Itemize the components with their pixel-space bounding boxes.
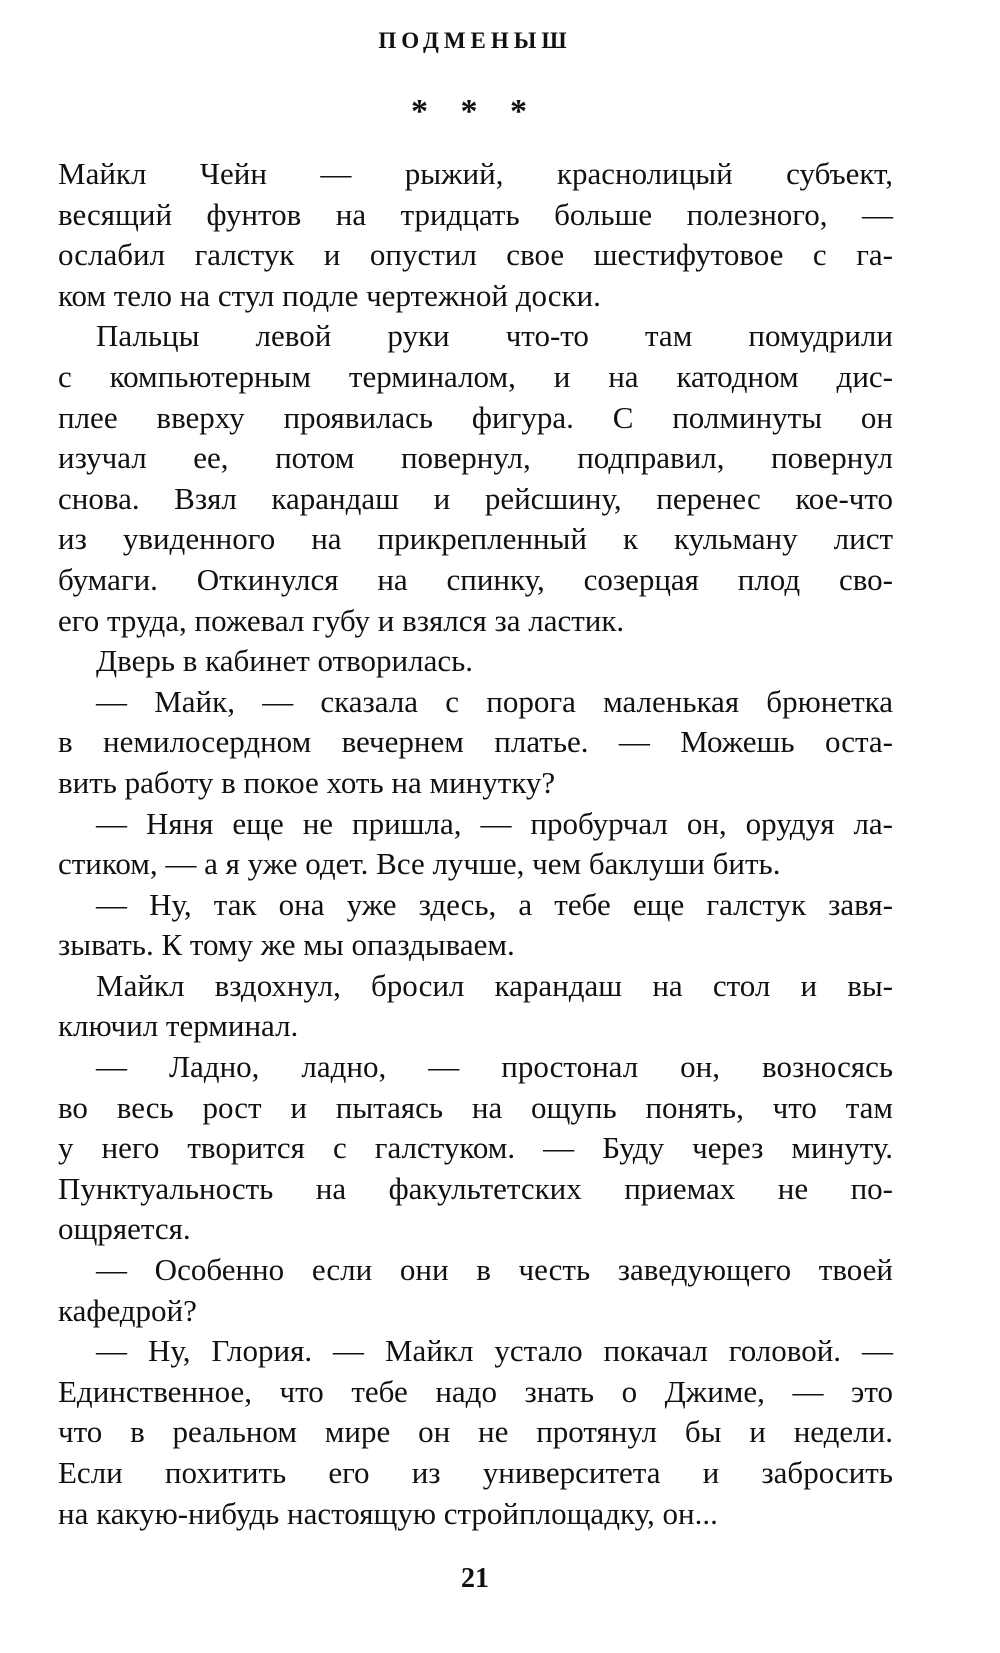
text-line: — Ладно, ладно, — простонал он, возносясь — [96, 1049, 893, 1085]
text-line: ком тело на стул подле чертежной доски. — [58, 277, 601, 313]
text-line: снова. Взял карандаш и рейсшину, перенес кое-что — [58, 480, 893, 516]
text-line: бумаги. Откинулся на спинку, созерцая плод сво- — [58, 561, 893, 597]
text-line: в немилосердном вечернем платье. — Можешь оста- — [58, 724, 893, 760]
text-line: кафедрой? — [58, 1292, 197, 1328]
text-line: — Майк, — сказала с порога маленькая брюнетка — [96, 683, 893, 719]
text-line: Пальцы левой руки что-то там помудрили — [96, 318, 893, 354]
text-line: ключил терминал. — [58, 1008, 299, 1044]
text-line: ослабил галстук и опустил свое шестифутовое с га- — [58, 237, 893, 273]
text-line: с компьютерным терминалом, и на катодном дис- — [58, 358, 893, 394]
text-line: — Особенно если они в честь заведующего твоей — [96, 1252, 893, 1288]
text-line: — Ну, так она уже здесь, а тебе еще галстук завя- — [96, 886, 893, 922]
text-line: Если похитить его из университета и забросить — [58, 1455, 893, 1490]
text-line: Дверь в кабинет отворилась. — [96, 643, 474, 679]
text-line: Пунктуальность на факультетских приемах не по- — [58, 1170, 893, 1206]
text-line: зывать. К тому же мы опаздываем. — [58, 927, 515, 963]
text-line: плее вверху проявилась фигура. С полминуты он — [58, 399, 893, 435]
text-line: что в реальном мире он не протянул бы и недели. — [58, 1414, 893, 1450]
text-line: — Ну, Глория. — Майкл устало покачал головой. — — [96, 1333, 893, 1369]
running-title: ПОДМЕНЫШ — [378, 28, 572, 53]
text-line: на какую-нибудь настоящую стройплощадку, он... — [58, 1495, 718, 1531]
body-text — [58, 154, 893, 1534]
text-line: ощряется. — [58, 1211, 191, 1247]
text-line: Майкл вздохнул, бросил карандаш на стол и вы- — [96, 967, 893, 1003]
text-line: — Няня еще не пришла, — пробурчал он, орудуя ла- — [96, 805, 893, 841]
text-line: вить работу в покое хоть на минутку? — [58, 764, 556, 800]
text-line: во весь рост и пытаясь на ощупь понять, что там — [58, 1089, 893, 1125]
section-separator: * * * — [411, 93, 539, 130]
text-line: его труда, пожевал губу и взялся за ластик. — [58, 602, 625, 638]
text-line: весящий фунтов на тридцать больше полезного, — — [58, 196, 893, 232]
text-line: у него творится с галстуком. — Буду через минуту. — [58, 1130, 893, 1166]
text-line: Единственное, что тебе надо знать о Джиме, — это — [58, 1373, 893, 1409]
text-line: стиком, — а я уже одет. Все лучше, чем баклуши бить. — [58, 846, 781, 882]
page-number: 21 — [461, 1563, 489, 1594]
text-line: Майкл Чейн — рыжий, краснолицый субъект, — [58, 156, 893, 191]
text-line: из увиденного на прикрепленный к кульману лист — [58, 521, 893, 557]
text-line: изучал ее, потом повернул, подправил, повернул — [58, 440, 893, 476]
